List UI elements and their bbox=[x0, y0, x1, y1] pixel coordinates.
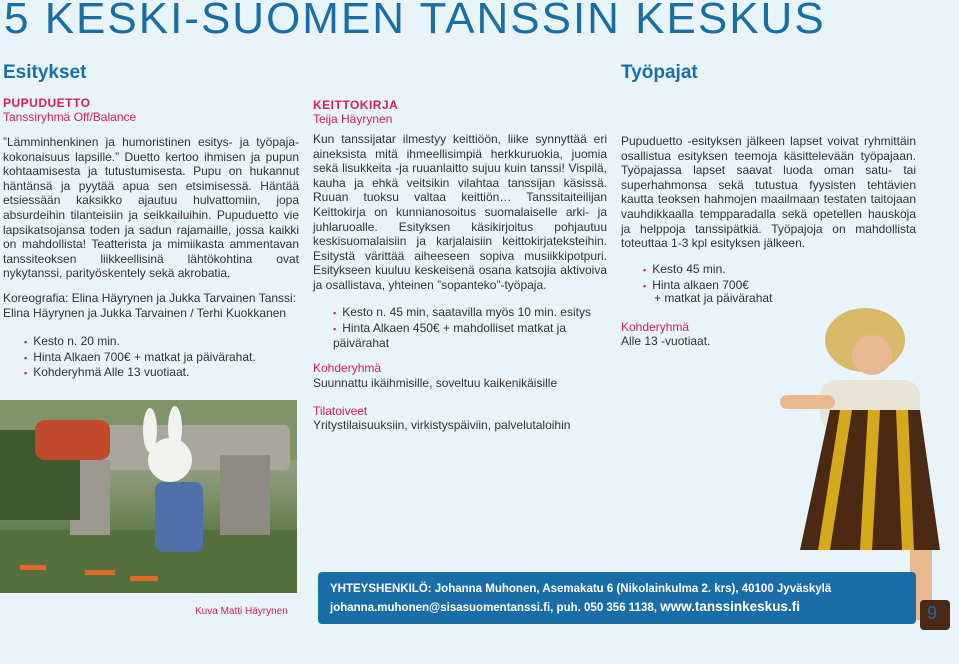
page-title: 5 KESKI-SUOMEN TANSSIN KESKUS bbox=[4, 0, 826, 43]
contact-email-phone[interactable]: johanna.muhonen@sisasuomentanssi.fi, puh. 050 356 1138, bbox=[330, 602, 657, 614]
contact-box bbox=[318, 572, 916, 624]
section-title-tyopajat: Työpajat bbox=[621, 62, 698, 83]
list-item: ▪ Hinta alkaen 700€ bbox=[643, 278, 843, 294]
list-item: ▪ Hinta Alkaen 450€ + mahdolliset matkat ja päivärahat bbox=[333, 321, 608, 351]
pupuduetto-credits: Koreografia: Elina Häyrynen ja Jukka Tarvainen Tanssi: Elina Häyrynen ja Jukka Tarvainen / Terhi Kuokkanen bbox=[3, 291, 297, 320]
keittokirja-target-value: Suunnattu ikäihmisille, soveltuu kaikenikäisille bbox=[313, 376, 558, 390]
contact-line-1: YHTEYSHENKILÖ: Johanna Muhonen, Asemakatu 6 (Nikolainkulma 2. krs), 40100 Jyväskylä bbox=[330, 583, 832, 595]
tyopajat-bullet-extra: + matkat ja päivärahat bbox=[654, 291, 773, 305]
list-item: ▪ Kesto n. 45 min, saatavilla myös 10 min. esitys bbox=[333, 305, 608, 321]
keittokirja-details-list bbox=[333, 305, 608, 351]
keittokirja-description: Kun tanssijatar ilmestyy keittiöön, liike synnyttää eri aineksista mitä ihmeellisimpiä herkkuruokia, juomia sekä lisukkeita -ja ruuanlaitto sujuu kuin tanssi! Vispilä, kauha ja ehkä veitsikin vilahtaa tanssijan käsissä. Ruuan tuoksu valtaa keittiön… Tanssitaiteilijan Keittokirja on kunnianosoitus suomalaiselle arki- ja juhlaruoalle. Esityksen käsikirjoitus pohjautuu keskisuomalaisiin ja karjalaisiin keittokirjateksteihin. Esitystä värittää aiheeseen sopiva musiikkipotpuri. Esitykseen kuuluu keskeisenä osana katsojia aktivoiva ja osallistava, yhteinen ”sopanteko”-työpaja. bbox=[313, 132, 607, 292]
list-item: ▪ Kesto 45 min. bbox=[643, 262, 843, 278]
photo-bunny-performers bbox=[0, 400, 297, 593]
tyopajat-target-value: Alle 13 -vuotiaat. bbox=[621, 334, 711, 348]
show-subtitle-pupuduetto: Tanssiryhmä Off/Balance bbox=[3, 110, 137, 124]
tyopajat-details-list bbox=[643, 262, 843, 293]
show-subtitle-keittokirja: Teija Häyrynen bbox=[313, 112, 393, 126]
pupuduetto-details-list bbox=[24, 334, 300, 381]
list-item: ▪ Kohderyhmä Alle 13 vuotiaat. bbox=[24, 365, 300, 381]
keittokirja-venue-label: Tilatoiveet bbox=[313, 404, 368, 418]
keittokirja-target-label: Kohderyhmä bbox=[313, 361, 382, 375]
contact-line-2 bbox=[330, 598, 904, 617]
list-item: ▪ Hinta Alkaen 700€ + matkat ja päivärahat. bbox=[24, 350, 300, 366]
keittokirja-venue-value: Yritystilaisuuksiin, virkistyspäiviin, palvelutaloihin bbox=[313, 418, 571, 432]
tyopajat-description: Pupuduetto -esityksen jälkeen lapset voivat ryhmittäin osallistua esityksen teemoja käsittelevään työpajaan. Työpajassa lapset saavat luoda oman satu- tai superhahmonsa sekä tutustua fyysisten tehtävien kautta teoksen hahmojen maailmaan testaten taitojaan vauhdikkaalla tempparadalla sekä opetellen hauskoja ja helppoja tanssipätkiä. Työpajoja on mahdollista toteuttaa 1-3 kpl esityksen jälkeen. bbox=[621, 134, 916, 251]
pupuduetto-description: ”Lämminhenkinen ja humoristinen esitys- ja työpaja-kokonaisuus lapsille.” Duetto kertoo ihmisen ja pupun kohtaamisesta ja tutustumisesta. Pupu on hukannut häntänsä ja pyytää apua sen etsimisessä. Häntää etsiessään kaksikko ajautuu hulvattomiin, jopa absurdeihin tilanteisiin ja seikkailuihin. Pupuduetto vie lapsikatsojansa toden ja sadun rajamaille, jossa kaikki on mahdollista! Teatterista ja mimiikasta ammentavan tanssiteoksen liikkeellisinä lähtökohtina ovat nykytanssi, parityöskentely sekä akrobatia. bbox=[3, 135, 299, 281]
list-item: ▪ Kesto n. 20 min. bbox=[24, 334, 300, 350]
page-number: 9 bbox=[926, 603, 937, 623]
section-title-esitykset: Esitykset bbox=[3, 62, 87, 83]
show-title-keittokirja: KEITTOKIRJA bbox=[313, 98, 399, 112]
show-title-pupuduetto: PUPUDUETTO bbox=[3, 96, 91, 110]
photo-credit: Kuva Matti Häyrynen bbox=[195, 606, 288, 617]
tyopajat-target-label: Kohderyhmä bbox=[621, 320, 690, 334]
website-link[interactable]: www.tanssinkeskus.fi bbox=[660, 599, 800, 614]
